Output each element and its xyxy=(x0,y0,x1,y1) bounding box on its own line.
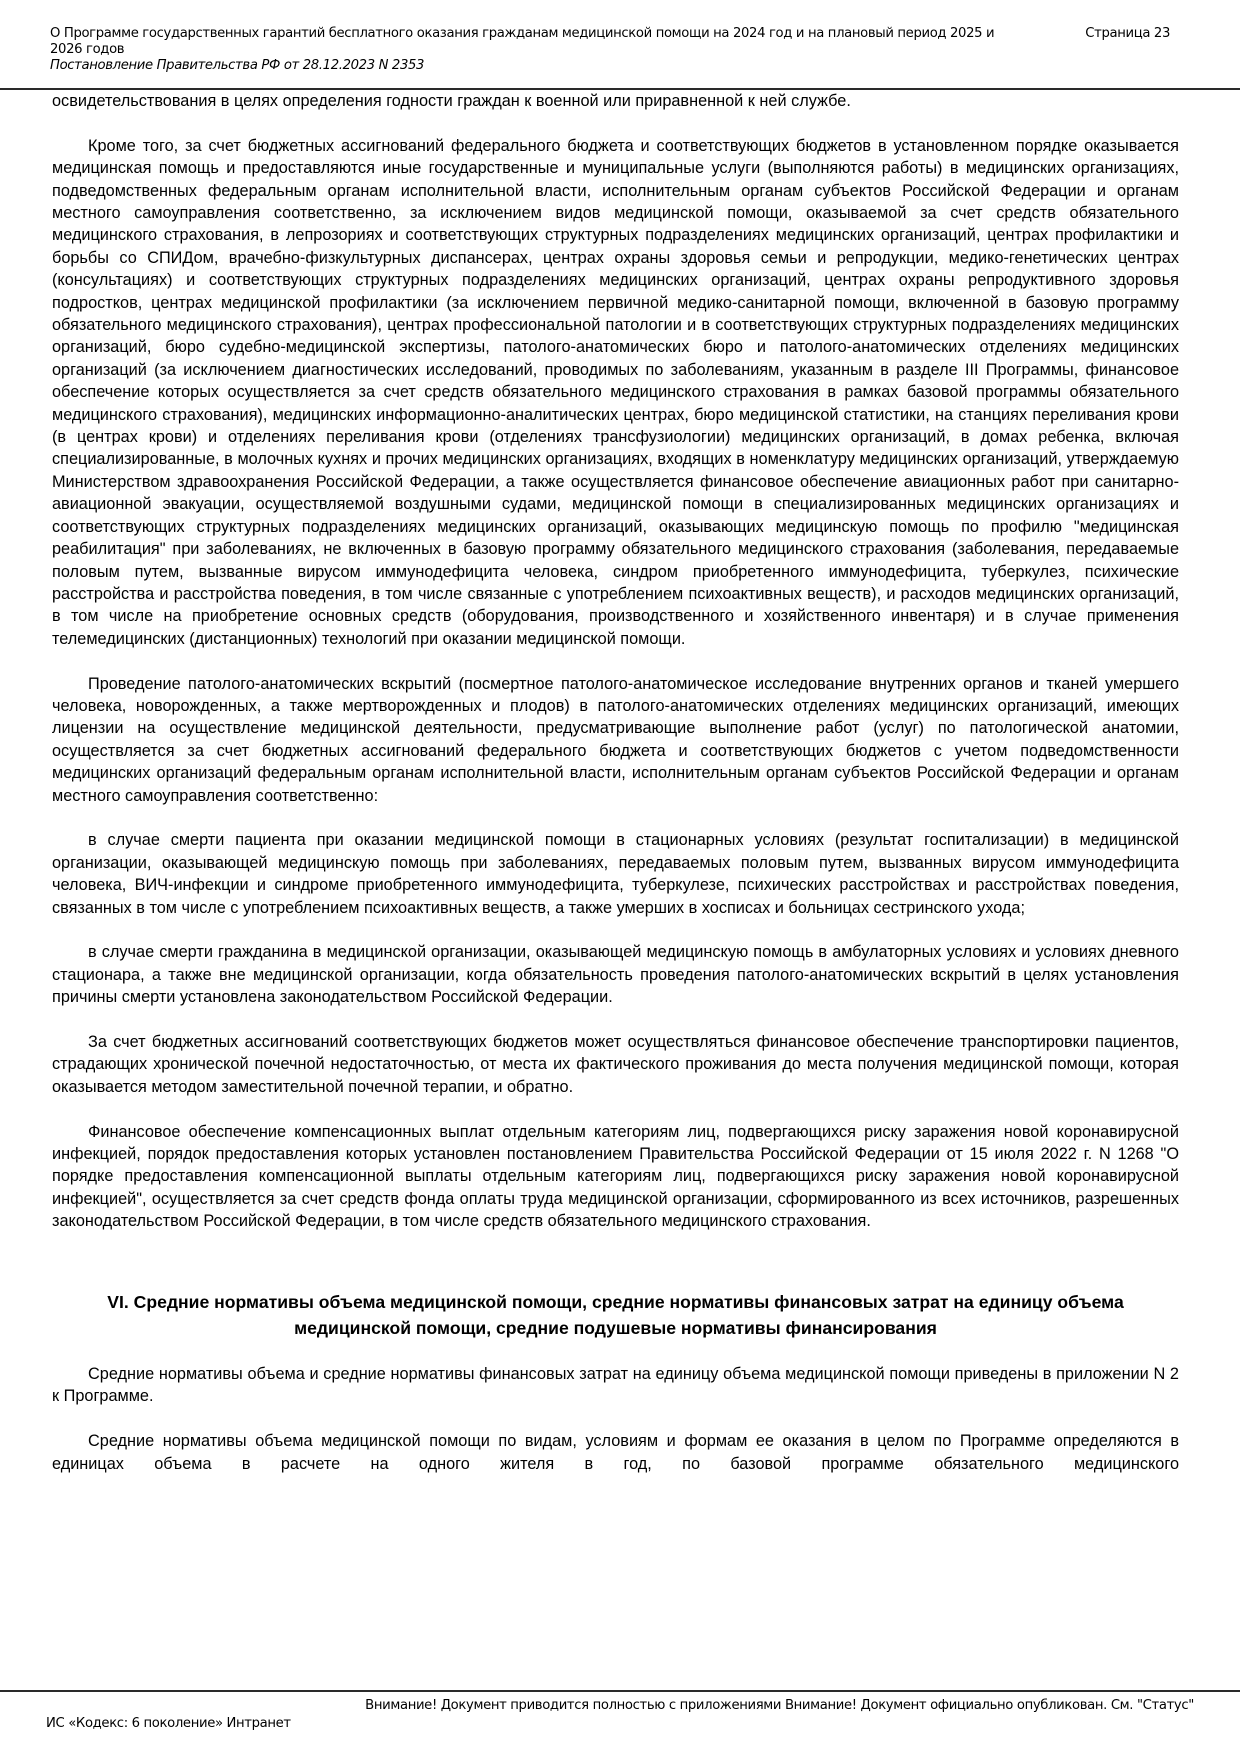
document-title: О Программе государственных гарантий бесплатного оказания гражданам медицинской помощи на 2024 год и на плановый период 2025 и 2026 годов xyxy=(50,26,995,57)
document-reference: Постановление Правительства РФ от 28.12.2023 N 2353 xyxy=(50,58,425,73)
page-header xyxy=(50,26,1170,74)
document-body xyxy=(52,90,1179,1475)
paragraph-spacer xyxy=(52,112,1179,134)
paragraph-autopsies: Проведение патолого-анатомических вскрытий (посмертное патолого-анатомическое исследование внутренних органов и тканей умершего человека, новорожденных, а также мертворожденных и плодов) в патолого-анатомических отделениях медицинских организаций, имеющих лицензии на осуществление медицинской деятельности, предусматривающие выполнение работ (услуг) по патологической анатомии, осуществляется за счет бюджетных ассигнований федерального бюджета и соответствующих бюджетов с учетом подведомственности медицинских организаций федеральным органам исполнительной власти, исполнительным органам субъектов Российской Федерации и органам местного самоуправления соответственно: xyxy=(52,674,1179,805)
paragraph-spacer xyxy=(52,1341,1179,1363)
paragraph-volume-standards: Средние нормативы объема медицинской помощи по видам, условиям и формам ее оказания в целом по Программе определяются в единицах объема в расчете на одного жителя в год, по базовой программе обязательного медицинского xyxy=(52,1432,1179,1473)
continuation-paragraph: освидетельствования в целях определения годности граждан к военной или приравненной к ней службе. xyxy=(52,92,851,110)
paragraph-covid-compensation: Финансовое обеспечение компенсационных выплат отдельным категориям лиц, подвергающихся риску заражения новой коронавирусной инфекцией, порядок предоставления которых установлен постановлением Правительства Российской Федерации от 15 июля 2022 г. N 1268 "О порядке предоставления компенсационной выплаты отдельным категориям лиц, подвергающихся риску заражения новой коронавирусной инфекцией", осуществляется за счет средств фонда оплаты труда медицинской организации, сформированного из всех источников, разрешенных законодательством Российской Федерации, в том числе средств обязательного медицинского страхования. xyxy=(52,1122,1179,1231)
paragraph-inpatient-death: в случае смерти пациента при оказании медицинской помощи в стационарных условиях (результат госпитализации) в медицинской организации, оказывающей медицинскую помощь при заболеваниях, передаваемых половым путем, вызванных вирусом иммунодефицита человека, ВИЧ-инфекции и синдроме приобретенного иммунодефицита, туберкулезе, психических расстройствах и расстройствах поведения, связанных в том числе с употреблением психоактивных веществ, а также умерших в хосписах и больницах сестринского ухода; xyxy=(52,831,1179,917)
section-heading: VI. Средние нормативы объема медицинской помощи, средние нормативы финансовых затрат на единицу объема медицинской помощи, средние подушевые нормативы финансирования xyxy=(107,1291,1124,1338)
paragraph-spacer xyxy=(52,1009,1179,1031)
paragraph-spacer xyxy=(52,919,1179,941)
footer-notice: Внимание! Документ приводится полностью с приложениями Внимание! Документ официально опубликован. См. "Статус" xyxy=(365,1698,1194,1713)
paragraph-outpatient-death: в случае смерти гражданина в медицинской организации, оказывающей медицинскую помощь в амбулаторных условиях и условиях дневного стационара, а также вне медицинской организации, когда обязательность проведения патолого-анатомических вскрытий в целях установления причины смерти установлена законодательством Российской Федерации. xyxy=(52,943,1179,1007)
paragraph-budget-funding: Кроме того, за счет бюджетных ассигнований федерального бюджета и соответствующих бюджетов в установленном порядке оказывается медицинская помощь и предоставляются иные государственные и муниципальные услуги (выполняются работы) в медицинских организациях, подведомственных федеральным органам исполнительной власти, исполнительным органам субъектов Российской Федерации и органам местного самоуправления соответственно, за исключением видов медицинской помощи, оказываемой за счет средств обязательного медицинского страхования, в лепрозориях и соответствующих структурных подразделениях медицинских организаций, центрах профилактики и борьбы со СПИДом, врачебно-физкультурных диспансерах, центрах охраны здоровья семьи и репродукции, медико-генетических центрах (консультациях) и соответствующих структурных подразделениях медицинских организаций, центрах охраны репродуктивного здоровья подростков, центрах медицинской профилактики (за исключением первичной медико-санитарной помощи, включенной в базовую программу обязательного медицинского страхования), центрах профессиональной патологии и в соответствующих структурных подразделениях медицинских организаций, бюро судебно-медицинской экспертизы, патолого-анатомических бюро и патолого-анатомических отделениях медицинских организаций (за исключением диагностических исследований, проводимых по заболеваниям, указанным в разделе III Программы, финансовое обеспечение которых осуществляется за счет средств обязательного медицинского страхования в рамках базовой программы обязательного медицинского страхования), медицинских информационно-аналитических центрах, бюро медицинской статистики, на станциях переливания крови (в центрах крови) и отделениях переливания крови (отделениях трансфузиологии) медицинских организаций, в домах ребенка, включая специализированные, в молочных кухнях и прочих медицинских организациях, входящих в номенклатуру медицинских организаций, утверждаемую Министерством здравоохранения Российской Федерации, а также осуществляется финансовое обеспечение авиационных работ при санитарно-авиационной эвакуации, осуществляемой воздушными судами, медицинской помощи в специализированных медицинских организациях и соответствующих структурных подразделениях медицинских организаций, оказывающих медицинскую помощь по профилю "медицинская реабилитация" при заболеваниях, не включенных в базовую программу обязательного медицинского страхования (заболевания, передаваемые половым путем, вызванные вирусом иммунодефицита человека, синдром приобретенного иммунодефицита, туберкулез, психические расстройства и расстройства поведения, в том числе связанные с употреблением психоактивных веществ), и расходов медицинских организаций, в том числе на приобретение основных средств (оборудования, производственного и хозяйственного инвентаря) и в случае применения телемедицинских (дистанционных) технологий при оказании медицинской помощи. xyxy=(52,136,1179,648)
paragraph-spacer xyxy=(52,1408,1179,1430)
footer-system-name: ИС «Кодекс: 6 поколение» Интранет xyxy=(46,1716,291,1731)
footer-divider xyxy=(0,1690,1240,1692)
paragraph-spacer xyxy=(52,650,1179,672)
page-number: Страница 23 xyxy=(1085,26,1170,41)
paragraph-spacer xyxy=(52,807,1179,829)
paragraph-spacer xyxy=(52,1098,1179,1120)
section-spacer xyxy=(52,1233,1179,1289)
paragraph-dialysis-transport: За счет бюджетных ассигнований соответствующих бюджетов может осуществляться финансовое обеспечение транспортировки пациентов, страдающих хронической почечной недостаточностью, от места их фактического проживания до места получения медицинской помощи, которая оказывается методом заместительной почечной терапии, и обратно. xyxy=(52,1032,1179,1096)
paragraph-appendix-reference: Средние нормативы объема и средние нормативы финансовых затрат на единицу объема медицинской помощи приведены в приложении N 2 к Программе. xyxy=(52,1365,1179,1406)
